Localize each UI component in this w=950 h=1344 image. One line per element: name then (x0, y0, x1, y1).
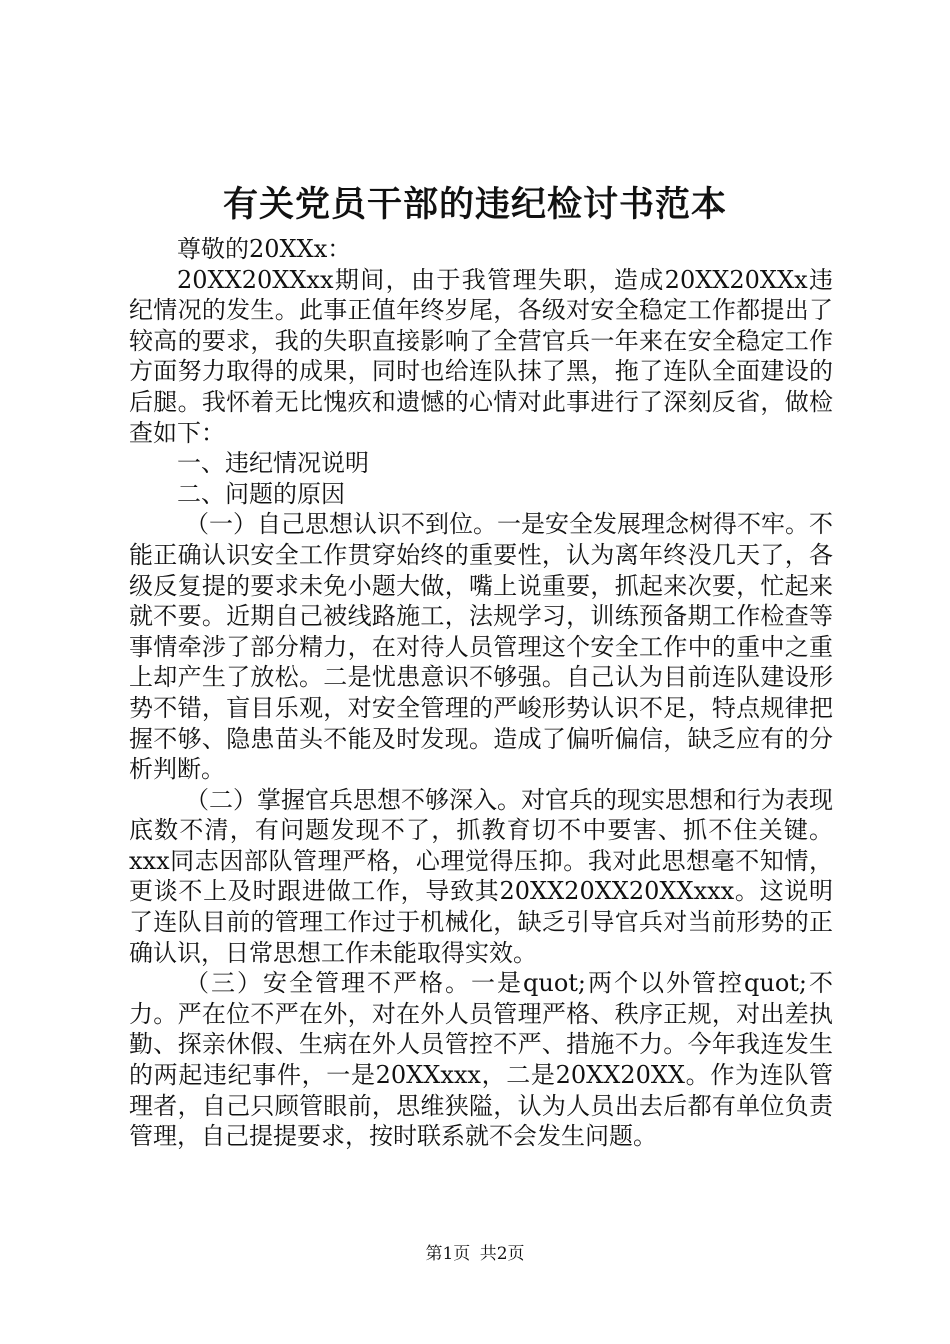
cause-paragraph-2: （二）掌握官兵思想不够深入。对官兵的现实思想和行为表现底数不清，有问题发现不了，抓教育切不中要害、抓不住关键。xxx同志因部队管理严格，心理觉得压抑。我对此思想毫不知情，更谈不上及时跟进做工作，导致其20XX20XX20XXxxx。这说明了连队目前的管理工作过于机械化，缺乏引导官兵对当前形势的正确认识，日常思想工作未能取得实效。 (129, 785, 833, 967)
document-body (129, 234, 833, 1152)
cause-paragraph-1: （一）自己思想认识不到位。一是安全发展理念树得不牢。不能正确认识安全工作贯穿始终的重要性，认为离年终没几天了，各级反复提的要求未免小题大做，嘴上说重要，抓起来次要，忙起来就不要。近期自己被线路施工，法规学习，训练预备期工作检查等事情牵涉了部分精力，在对待人员管理这个安全工作中的重中之重上却产生了放松。二是忧患意识不够强。自己认为目前连队建设形势不错，盲目乐观，对安全管理的严峻形势认识不足，特点规律把握不够、隐患苗头不能及时发现。造成了偏听偏信，缺乏应有的分析判断。 (129, 510, 833, 784)
salutation: 尊敬的20XXx： (177, 235, 352, 263)
section-heading-violation: 一、违纪情况说明 (177, 449, 369, 478)
intro-paragraph: 20XX20XXxx期间，由于我管理失职，造成20XX20XXx违纪情况的发生。此事正值年终岁尾，各级对安全稳定工作都提出了较高的要求，我的失职直接影响了全营官兵一年来在安全稳定工作方面努力取得的成果，同时也给连队抹了黑，拖了连队全面建设的后腿。我怀着无比愧疚和遗憾的心情对此事进行了深刻反省，做检查如下： (129, 265, 833, 447)
section-heading-causes: 二、问题的原因 (177, 479, 345, 508)
page-footer (0, 1242, 950, 1266)
page-number: 第1页 (425, 1244, 471, 1264)
cause-paragraph-3: （三）安全管理不严格。一是quot;两个以外管控quot;不力。严在位不严在外，对在外人员管理严格、秩序正规，对出差执勤、探亲休假、生病在外人员管控不严、措施不力。今年我连发生的两起违纪事件，一是20XXxxx，二是20XX20XX。作为连队管理者，自己只顾管眼前，思维狭隘，认为人员出去后都有单位负责管理，自己提提要求，按时联系就不会发生问题。 (129, 969, 833, 1151)
document-title: 有关党员干部的违纪检讨书范本 (222, 185, 727, 225)
page-total: 共2页 (479, 1244, 525, 1264)
